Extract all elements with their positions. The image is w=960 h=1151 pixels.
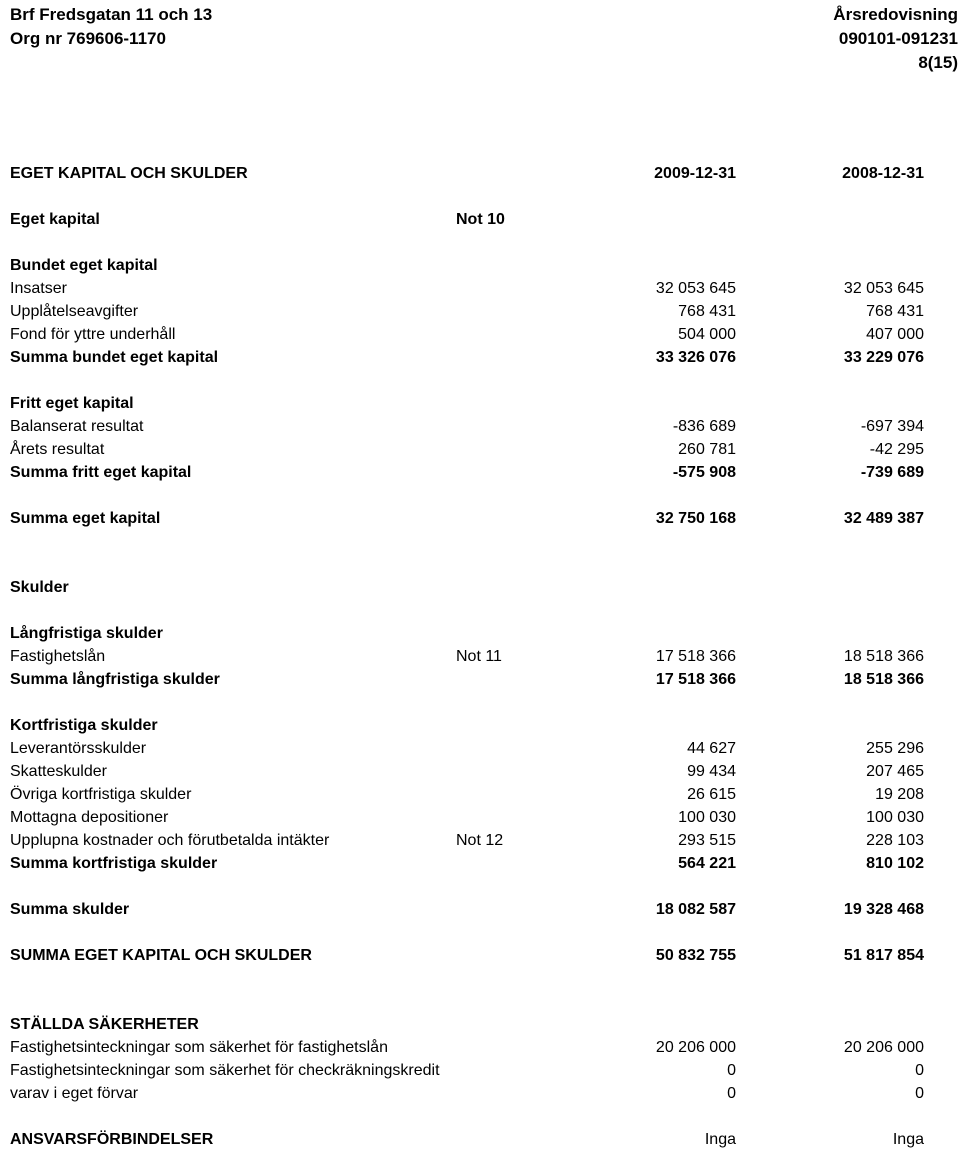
statement-row [10, 415, 960, 438]
row-label: varav i eget förvar [10, 1085, 139, 1102]
value-2009: 17 518 366 [655, 648, 736, 665]
period: 090101-091231 [838, 29, 958, 48]
statement-row [10, 806, 960, 829]
value-2009: -836 689 [672, 418, 736, 435]
statement-row [10, 162, 960, 185]
value-2009: 768 431 [678, 303, 736, 320]
note-ref: Not 11 [456, 648, 502, 665]
value-2008: 19 328 468 [843, 901, 924, 918]
row-label: ANSVARSFÖRBINDELSER [10, 1131, 214, 1148]
header-row-1 [10, 3, 958, 27]
row-label: Övriga kortfristiga skulder [10, 786, 192, 803]
value-2008: 100 030 [866, 809, 924, 826]
statement-row [10, 1128, 960, 1151]
value-2008: 32 053 645 [843, 280, 924, 297]
row-label: Summa skulder [10, 901, 130, 918]
row-label: Fastighetsinteckningar som säkerhet för fastighetslån [10, 1039, 388, 1056]
value-2009: Inga [704, 1131, 736, 1148]
statement-row [10, 277, 960, 300]
row-label: Summa bundet eget kapital [10, 349, 219, 366]
value-2009: 17 518 366 [655, 671, 736, 688]
statement-row [10, 783, 960, 806]
value-2008: 18 518 366 [843, 671, 924, 688]
row-label: Leverantörsskulder [10, 740, 147, 757]
statement-row [10, 829, 960, 852]
value-2008: Inga [892, 1131, 924, 1148]
value-2009: 564 221 [678, 855, 736, 872]
statement-row [10, 1013, 960, 1036]
row-label: STÄLLDA SÄKERHETER [10, 1016, 199, 1033]
value-2009: 99 434 [687, 763, 736, 780]
row-label: Eget kapital [10, 211, 100, 228]
value-2009: -575 908 [672, 464, 736, 481]
value-2008: 19 208 [875, 786, 924, 803]
row-label: Summa kortfristiga skulder [10, 855, 218, 872]
value-2008: 810 102 [866, 855, 924, 872]
value-2008: 20 206 000 [843, 1039, 924, 1056]
statement-row [10, 576, 960, 599]
org-number: Org nr 769606-1170 [10, 29, 166, 48]
value-2008: 51 817 854 [843, 947, 924, 964]
value-2008: 32 489 387 [843, 510, 924, 527]
value-2008: 207 465 [866, 763, 924, 780]
value-2009: 0 [727, 1062, 736, 1079]
statement-row [10, 714, 960, 737]
row-label: Summa långfristiga skulder [10, 671, 220, 688]
row-label: Mottagna depositioner [10, 809, 169, 826]
value-2009: 18 082 587 [655, 901, 736, 918]
value-2008: -739 689 [860, 464, 924, 481]
value-2008: 768 431 [866, 303, 924, 320]
balance-sheet [10, 162, 960, 1151]
page-number: 8(15) [918, 53, 958, 72]
row-label: Fritt eget kapital [10, 395, 134, 412]
value-2008: 228 103 [866, 832, 924, 849]
value-2008: 2008-12-31 [842, 165, 924, 182]
value-2008: 407 000 [866, 326, 924, 343]
row-label: Fastighetslån [10, 648, 106, 665]
row-label: EGET KAPITAL OCH SKULDER [10, 165, 248, 182]
value-2009: 50 832 755 [655, 947, 736, 964]
value-2008: -697 394 [860, 418, 924, 435]
row-label: Långfristiga skulder [10, 625, 163, 642]
row-label: Fastighetsinteckningar som säkerhet för checkräkningskredit [10, 1062, 440, 1079]
value-2008: -42 295 [869, 441, 924, 458]
row-label: Insatser [10, 280, 67, 297]
value-2009: 293 515 [678, 832, 736, 849]
statement-row [10, 622, 960, 645]
value-2009: 26 615 [687, 786, 736, 803]
statement-row [10, 898, 960, 921]
value-2009: 100 030 [678, 809, 736, 826]
header-row-3 [10, 51, 958, 75]
statement-row [10, 208, 960, 231]
statement-row [10, 254, 960, 277]
statement-row [10, 645, 960, 668]
note-ref: Not 12 [456, 832, 504, 849]
row-label: Årets resultat [10, 441, 105, 458]
statement-row [10, 668, 960, 691]
statement-row [10, 944, 960, 967]
value-2008: 33 229 076 [843, 349, 924, 366]
statement-row [10, 507, 960, 530]
statement-row [10, 438, 960, 461]
doc-type: Årsredovisning [833, 5, 958, 24]
value-2008: 18 518 366 [843, 648, 924, 665]
note-ref: Not 10 [456, 211, 505, 228]
statement-row [10, 737, 960, 760]
statement-row [10, 852, 960, 875]
row-label: Skatteskulder [10, 763, 107, 780]
value-2008: 0 [915, 1062, 924, 1079]
value-2009: 33 326 076 [655, 349, 736, 366]
row-label: Summa eget kapital [10, 510, 161, 527]
statement-row [10, 346, 960, 369]
row-label: Upplåtelseavgifter [10, 303, 139, 320]
row-label: Kortfristiga skulder [10, 717, 158, 734]
header-row-2 [10, 27, 958, 51]
page-header [10, 3, 958, 75]
value-2008: 0 [915, 1085, 924, 1102]
row-label: Bundet eget kapital [10, 257, 158, 274]
statement-row [10, 300, 960, 323]
value-2009: 44 627 [687, 740, 736, 757]
statement-row [10, 1082, 960, 1105]
value-2009: 2009-12-31 [654, 165, 736, 182]
value-2009: 504 000 [678, 326, 736, 343]
row-label: Summa fritt eget kapital [10, 464, 192, 481]
statement-row [10, 760, 960, 783]
value-2008: 255 296 [866, 740, 924, 757]
statement-row [10, 392, 960, 415]
row-label: Fond för yttre underhåll [10, 326, 176, 343]
statement-row [10, 461, 960, 484]
value-2009: 32 053 645 [655, 280, 736, 297]
row-label: Upplupna kostnader och förutbetalda intäkter [10, 832, 330, 849]
value-2009: 0 [727, 1085, 736, 1102]
row-label: SUMMA EGET KAPITAL OCH SKULDER [10, 947, 312, 964]
value-2009: 260 781 [678, 441, 736, 458]
row-label: Skulder [10, 579, 69, 596]
statement-row [10, 1059, 960, 1082]
statement-row [10, 1036, 960, 1059]
row-label: Balanserat resultat [10, 418, 144, 435]
value-2009: 20 206 000 [655, 1039, 736, 1056]
statement-row [10, 323, 960, 346]
value-2009: 32 750 168 [655, 510, 736, 527]
org-name: Brf Fredsgatan 11 och 13 [10, 5, 213, 24]
